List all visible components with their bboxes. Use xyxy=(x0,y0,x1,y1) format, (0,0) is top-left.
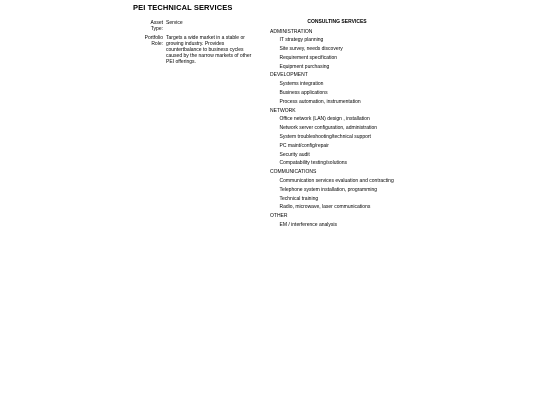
service-item: Systems integration xyxy=(279,81,324,88)
asset-type-value: Service xyxy=(166,20,183,26)
service-item: PC maint/config/repair xyxy=(279,142,329,149)
service-item: Business applications xyxy=(279,90,328,97)
category-communications: COMMUNICATIONS xyxy=(270,169,317,176)
service-item: System troubleshooting/technical support xyxy=(279,134,371,141)
portfolio-role-label: Portfolio Role: xyxy=(144,35,163,47)
asset-info-table xyxy=(140,20,260,68)
consulting-services-heading: CONSULTING SERVICES xyxy=(307,19,367,25)
service-item: EM / interference analysis xyxy=(279,222,338,229)
portfolio-role-row xyxy=(140,35,260,65)
service-item: IT strategy planning xyxy=(279,37,324,44)
consulting-services-list xyxy=(270,19,410,230)
category-other: OTHER xyxy=(270,213,288,220)
portfolio-role-value: Targets a wide market in a stable or growing industry. Provides countertbalance to business cycles caused by the narrow markets of other PEI offerings. xyxy=(166,35,252,65)
service-item: Office network (LAN) design , installation xyxy=(279,116,370,123)
asset-type-label: Asset Type: xyxy=(150,20,163,32)
asset-type-row xyxy=(140,20,260,32)
service-item: Security audit xyxy=(279,151,310,158)
service-item: Radio, microwave, laser communications xyxy=(279,204,371,211)
service-item: Process automation, instrumentation xyxy=(279,98,361,105)
category-development: DEVELOPMENT xyxy=(270,72,308,79)
category-administration: ADMINISTRATION xyxy=(270,28,313,35)
service-item: Network server configuration, administration xyxy=(279,125,378,132)
service-item: Requirement specification xyxy=(279,54,338,61)
category-network: NETWORK xyxy=(270,107,296,114)
service-item: Telephone system installation, programming xyxy=(279,186,378,193)
service-item: Equipment purchasing xyxy=(279,63,330,70)
page-title: PEI TECHNICAL SERVICES xyxy=(133,3,233,12)
service-item: Communication services evaluation and contracting xyxy=(279,178,394,185)
service-item: Technical training xyxy=(279,195,319,202)
service-item: Compatability testing/solutions xyxy=(279,160,348,167)
service-item: Site survey, needs discovery xyxy=(279,46,343,53)
